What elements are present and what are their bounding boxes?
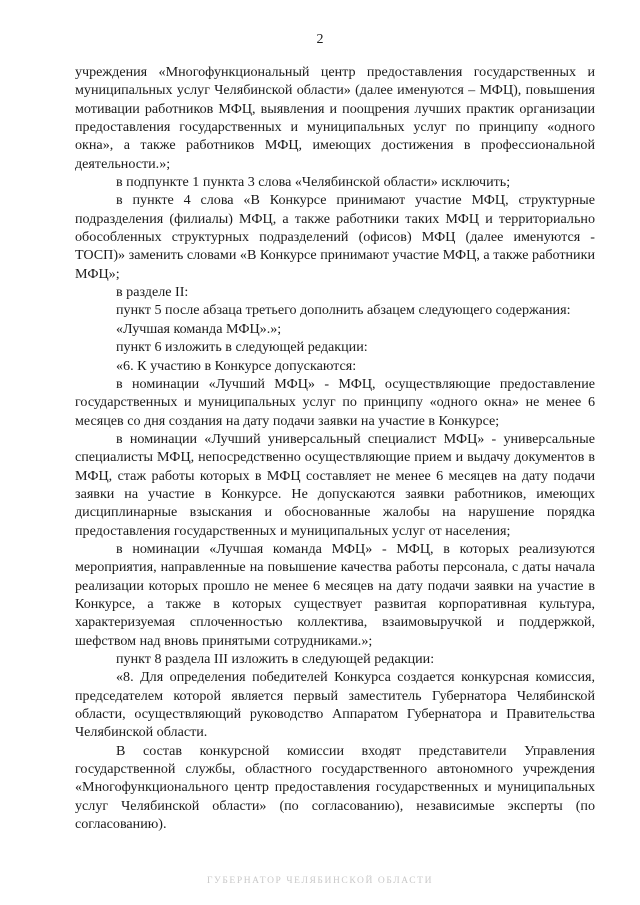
paragraph-intro: учреждения «Многофункциональный центр предоставления государственных и муниципальных услуг Челябинской области» (далее именуются – МФЦ), повышения мотивации работников МФЦ, выявления и поощрения лучших практик организации предоставления государственных и муниципальных услуг по принципу «одного окна», а также работников МФЦ, имеющих достижения в профессиональной деятельности.»; xyxy=(75,64,595,172)
paragraph-clause-4: в пункте 4 слова «В Конкурсе принимают участие МФЦ, структурные подразделения (филиалы) МФЦ, а также работники таких МФЦ и территориально обособленных структурных подразделений (офисов) МФЦ (далее именуются - ТОСП)» заменить словами «В Конкурсе принимают участие МФЦ, а также работники МФЦ»; xyxy=(75,192,595,282)
paragraph-commission: «8. Для определения победителей Конкурса создается конкурсная комиссия, председателем которой является первый заместитель Губернатора Челябинской области, осуществляющий руководство Аппаратом Губернатора и Правительства Челябинской области. xyxy=(75,669,595,741)
paragraph-nomination-best-specialist: в номинации «Лучший универсальный специалист МФЦ» - универсальные специалисты МФЦ, непосредственно осуществляющие прием и выдачу документов в МФЦ, стаж работы которых в МФЦ составляет не менее 6 месяцев на дату подачи заявки на участие в Конкурсе. Не допускаются заявки работников, имеющих дисциплинарные взыскания и обоснованные жалобы на нарушение порядка предоставления государственных и муниципальных услуг от населения; xyxy=(75,430,595,539)
paragraph-nomination-best-team: в номинации «Лучшая команда МФЦ» - МФЦ, в которых реализуются мероприятия, направленные на повышение качества работы персонала, с даты начала реализации которых прошло не менее 6 месяцев на дату подачи заявки на участие в Конкурсе, а также в которых существует развитая корпоративная культура, характеризуемая сплоченностью коллектива, взаимовыручкой и поддержкой, шефством над вновь принятыми сотрудниками.»; xyxy=(75,540,595,649)
footer-watermark: ГУБЕРНАТОР ЧЕЛЯБИНСКОЙ ОБЛАСТИ xyxy=(206,876,434,886)
paragraph-clause-3: в подпункте 1 пункта 3 слова «Челябинской области» исключить; xyxy=(116,174,511,191)
page-number: 2 xyxy=(316,32,324,47)
paragraph-clause-8: пункт 8 раздела III изложить в следующей редакции: xyxy=(116,651,435,667)
document-body xyxy=(75,63,595,833)
paragraph-admission: «6. К участию в Конкурсе допускаются: xyxy=(116,357,357,374)
paragraph-clause-5: пункт 5 после абзаца третьего дополнить абзацем следующего содержания: xyxy=(116,302,571,319)
paragraph-clause-6: пункт 6 изложить в следующей редакции: xyxy=(116,339,368,356)
paragraph-commission-members: В состав конкурсной комиссии входят представители Управления государственной службы, областного государственного автономного учреждения «Многофункционального центр предоставления государственных и муниципальных услуг Челябинской области» (по согласованию), независимые эксперты (по согласованию). xyxy=(75,742,595,833)
paragraph-section-2: в разделе II: xyxy=(116,284,189,301)
paragraph-best-team: «Лучшая команда МФЦ».»; xyxy=(116,320,282,337)
paragraph-nomination-best-mfc: в номинации «Лучший МФЦ» - МФЦ, осуществляющие предоставление государственных и муниципальных услуг по принципу «одного окна» не менее 6 месяцев со дня создания на дату подачи заявки на участие в Конкурсе; xyxy=(75,375,595,429)
